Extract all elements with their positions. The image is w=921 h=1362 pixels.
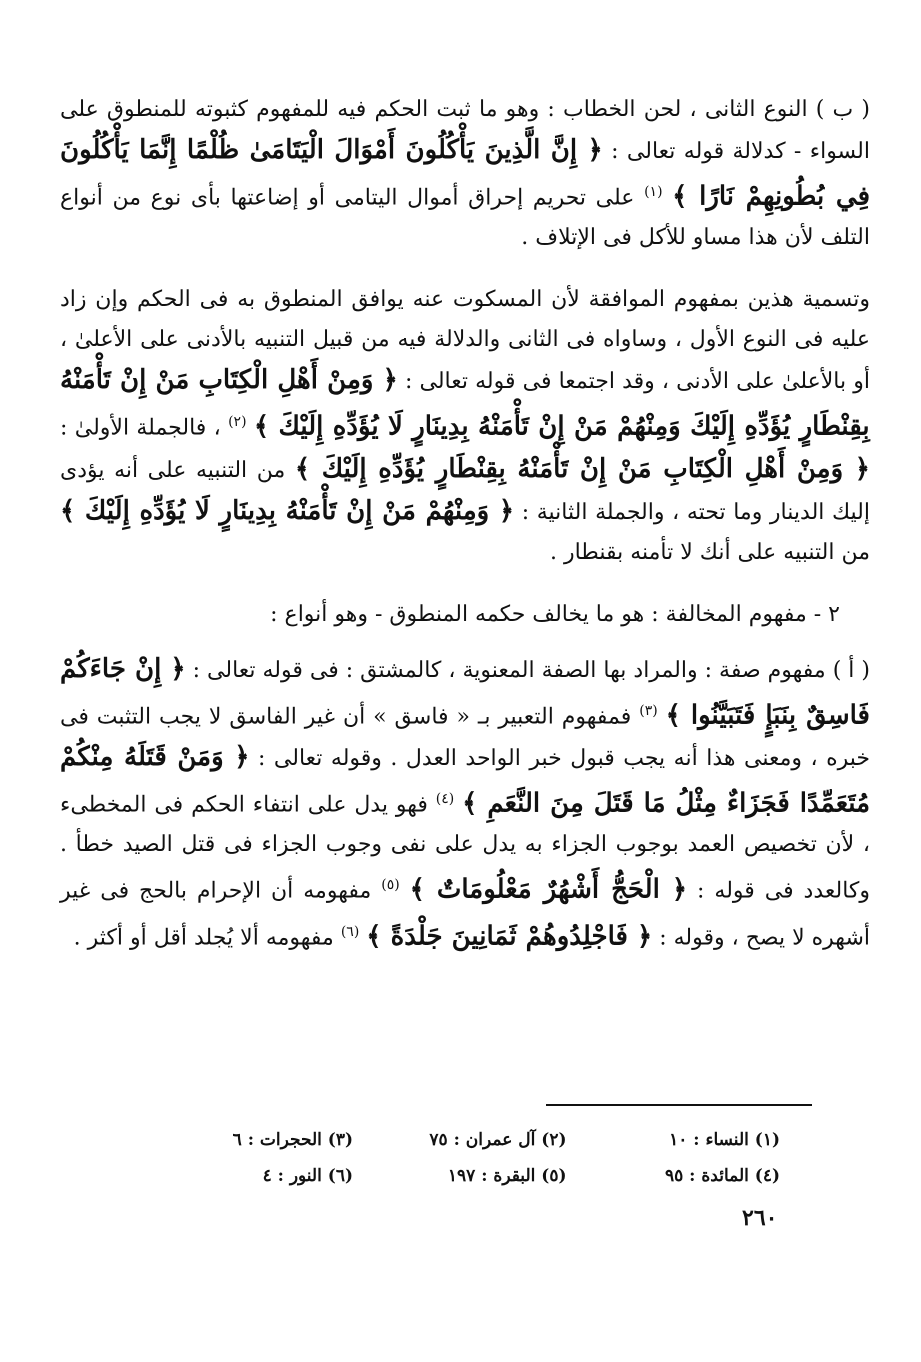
footnote-reference: (١)	[644, 184, 663, 200]
page-body	[60, 90, 870, 980]
quran-verse: ﴿ فَاجْلِدُوهُمْ ثَمَانِينَ جَلْدَةً ﴾	[366, 920, 653, 951]
quran-verse: ﴿ وَمِنْ أَهْلِ الْكِتَابِ مَنْ إِنْ تَأْمَنْهُ بِقِنْطَارٍ يُؤَدِّهِ إِلَيْكَ وَمِنْهُمْ مَنْ إِنْ تَأْمَنْهُ بِدِينَارٍ لَا يُؤَدِّهِ إِلَيْكَ ﴾	[60, 365, 870, 442]
footnote-row	[140, 1158, 780, 1194]
paragraph-text: مفهومه ألا يُجلد أقل أو أكثر .	[73, 924, 334, 950]
footnotes	[140, 1122, 780, 1194]
section-heading: ٢ - مفهوم المخالفة : هو ما يخالف حكمه المنطوق - وهو أنواع :	[270, 601, 840, 627]
quran-verse: ﴿ وَمِنْ أَهْلِ الْكِتَابِ مَنْ إِنْ تَأْمَنْهُ بِقِنْطَارٍ يُؤَدِّهِ إِلَيْكَ ﴾	[294, 453, 871, 484]
footnote-item: (٤) المائدة : ٩٥	[665, 1166, 780, 1186]
footnote-item: (٢) آل عمران : ٧٥	[429, 1130, 567, 1150]
quran-verse: ﴿ إِنَّ الَّذِينَ يَأْكُلُونَ أَمْوَالَ الْيَتَامَىٰ ظُلْمًا إِنَّمَا يَأْكُلُونَ فِي بُطُونِهِمْ نَارًا ﴾	[60, 135, 871, 212]
paragraph-text: فمفهوم التعبير بـ « فاسق » أن غير الفاسق لا يجب التثبت فى خبره ، ومعنى هذا أنه يجب قبول خبر الواحد العدل . وقوله تعالى :	[60, 703, 871, 771]
page-number: ٢٦٠	[742, 1205, 778, 1231]
footnote-row	[140, 1122, 780, 1158]
footnote-item: (٣) الحجرات : ٦	[232, 1130, 353, 1150]
paragraph-mafhum-sifa	[60, 649, 870, 958]
footnote-divider	[546, 1104, 812, 1106]
paragraph-text: على تحريم إحراق أموال اليتامى أو إضاعتها بأى نوع من أنواع التلف لأن هذا مساو للأكل فى الإتلاف .	[60, 185, 870, 251]
paragraph-text: فهو يدل على انتفاء الحكم فى المخطىء ، لأن تخصيص العمد بوجوب الجزاء به يدل على نفى وجوب الجزاء فى قتل الصيد خطأ . وكالعدد فى قوله :	[60, 792, 871, 904]
paragraph-text: مفهومه أن الإحرام بالحج فى غير أشهره لا يصح ، وقوله :	[60, 878, 870, 950]
paragraph-text: من التنبيه على أنك لا تأمنه بقنطار .	[549, 539, 870, 565]
paragraph-mafhum-muwafaqa	[60, 280, 870, 572]
footnote-reference: (٦)	[340, 923, 360, 940]
quran-verse: ﴿ إِنْ جَاءَكُمْ فَاسِقٌ بِنَبَإٍ فَتَبَيَّنُوا ﴾	[60, 653, 870, 730]
footnote-item: (٦) النور : ٤	[262, 1166, 353, 1186]
footnote-reference: (٣)	[639, 702, 658, 719]
quran-verse: ﴿ وَمِنْهُمْ مَنْ إِنْ تَأْمَنْهُ بِدِينَارٍ لَا يُؤَدِّهِ إِلَيْكَ ﴾	[60, 495, 515, 526]
paragraph-text: من التنبيه على أنه يؤدى إليك الدينار وما تحته ، والجملة الثانية :	[60, 457, 870, 525]
footnote-reference: (٥)	[381, 877, 400, 894]
footnote-item: (٥) البقرة : ١٩٧	[447, 1166, 567, 1186]
paragraph-lahn-al-khitab	[60, 90, 870, 258]
paragraph-text: ، فالجملة الأولىٰ :	[60, 415, 221, 441]
paragraph-text: وتسمية هذين بمفهوم الموافقة لأن المسكوت عنه يوافق المنطوق به فى الحكم وإن زاد عليه فى النوع الأول ، وساواه فى الثانى والدلالة فيه من قبيل التنبيه بالأدنى على الأعلىٰ ، أو بالأعلىٰ على الأدنى ، وقد اجتمعا فى قوله تعالى :	[60, 287, 870, 395]
footnote-reference: (٢)	[228, 414, 247, 431]
quran-verse: ﴿ الْحَجُّ أَشْهُرٌ مَعْلُومَاتٌ ﴾	[409, 874, 688, 905]
paragraph-text: ( أ ) مفهوم صفة : والمراد بها الصفة المعنوية ، كالمشتق : فى قوله تعالى :	[185, 657, 870, 683]
paragraph-text: ( ب ) النوع الثانى ، لحن الخطاب : وهو ما ثبت الحكم فيه للمفهوم كثبوته للمنطوق على السواء - كدلالة قوله تعالى :	[60, 97, 870, 164]
footnote-item: (١) النساء : ١٠	[669, 1130, 780, 1150]
quran-verse: ﴿ وَمَنْ قَتَلَهُ مِنْكُمْ مُتَعَمِّدًا فَجَزَاءٌ مِثْلُ مَا قَتَلَ مِنَ النَّعَمِ ﴾	[60, 741, 871, 819]
footnote-reference: (٤)	[435, 790, 455, 807]
